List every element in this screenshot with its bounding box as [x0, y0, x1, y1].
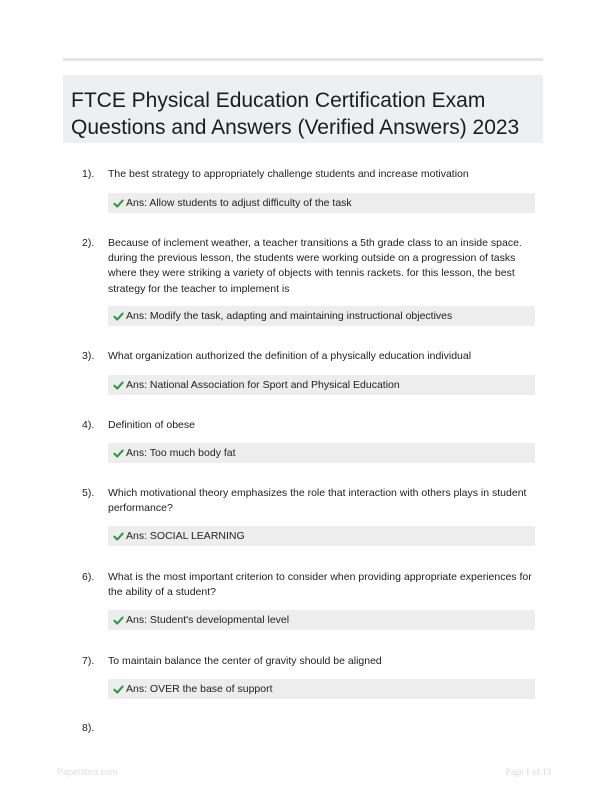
- answer-box: [108, 443, 535, 463]
- answer-box: [108, 526, 535, 546]
- checkmark-icon: [113, 684, 124, 695]
- page-title: FTCE Physical Education Certification Exam Questions and Answers (Verified Answers) 2023: [71, 89, 520, 139]
- question-number: 2).: [82, 237, 95, 249]
- checkmark-icon: [113, 380, 124, 391]
- question-number: 5).: [82, 487, 95, 499]
- question-text: Because of inclement weather, a teacher transitions a 5th grade class to an inside space. during the previous lesson, the students were working outside on a progression of tasks where they were striking a variety of objects with tennis rackets. for this lesson, the best strategy for the teacher to implement is: [108, 237, 522, 295]
- question-number: 4).: [82, 419, 95, 431]
- answer-text: Ans: SOCIAL LEARNING: [126, 530, 245, 542]
- question-number: 6).: [82, 571, 95, 583]
- checkmark-icon: [113, 448, 124, 459]
- answer-box: [108, 306, 535, 326]
- footer-watermark: Paperlibro.com: [57, 767, 118, 777]
- answer-text: Ans: Modify the task, adapting and maintaining instructional objectives: [126, 310, 453, 322]
- answer-text: Ans: Too much body fat: [126, 447, 236, 459]
- question-text: Which motivational theory emphasizes the role that interaction with others plays in student performance?: [108, 487, 527, 515]
- question-number: 3).: [82, 350, 95, 362]
- top-divider: [63, 58, 543, 61]
- question-text: What organization authorized the definition of a physically education individual: [108, 350, 472, 362]
- question-number: 1).: [82, 168, 95, 180]
- page-number: Page 1 of 13: [505, 767, 551, 777]
- answer-text: Ans: Student's developmental level: [126, 614, 290, 626]
- answer-text: Ans: OVER the base of support: [126, 683, 273, 695]
- answer-text: Ans: Allow students to adjust difficulty of the task: [126, 197, 352, 209]
- answer-text: Ans: National Association for Sport and Physical Education: [126, 379, 400, 391]
- checkmark-icon: [113, 311, 124, 322]
- question-number: 8).: [82, 722, 95, 734]
- question-text: The best strategy to appropriately challenge students and increase motivation: [108, 168, 469, 180]
- answer-box: [108, 679, 535, 699]
- title-banner: [63, 75, 543, 143]
- answer-box: [108, 610, 535, 630]
- checkmark-icon: [113, 531, 124, 542]
- question-text: What is the most important criterion to consider when providing appropriate experiences for the ability of a student?: [108, 571, 532, 599]
- question-text: Definition of obese: [108, 419, 195, 431]
- checkmark-icon: [113, 615, 124, 626]
- question-number: 7).: [82, 655, 95, 667]
- checkmark-icon: [113, 198, 124, 209]
- question-text: To maintain balance the center of gravity should be aligned: [108, 655, 382, 667]
- answer-box: [108, 193, 535, 213]
- answer-box: [108, 375, 535, 395]
